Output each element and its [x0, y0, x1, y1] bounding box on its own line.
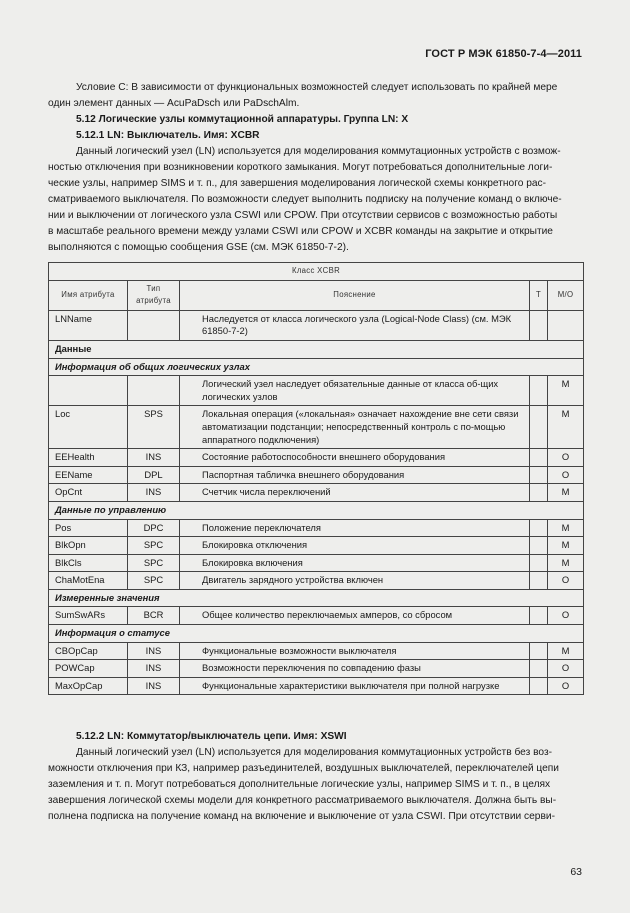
- cell-explanation: Общее количество переключаемых амперов, со сбросом: [180, 607, 530, 625]
- intro-line: Условие С: В зависимости от функциональных возможностей следует использовать по крайней мере: [76, 82, 558, 93]
- intro-line: один элемент данных — AcuPaDsch или PaDschAlm.: [48, 98, 300, 109]
- cell-t: [530, 554, 548, 572]
- cell-attribute-name: BlkOpn: [49, 537, 128, 555]
- cell-explanation: Возможности переключения по совпадению фазы: [180, 660, 530, 678]
- table-row: [49, 449, 584, 467]
- table-row: [49, 519, 584, 537]
- cell-attribute-name: ChaMotEna: [49, 572, 128, 590]
- table-section-row: [49, 340, 584, 358]
- table-row: [49, 660, 584, 678]
- cell-attribute-type: INS: [128, 484, 180, 502]
- cell-mo: M: [548, 484, 584, 502]
- cell-t: [530, 572, 548, 590]
- cell-t: [530, 310, 548, 340]
- section-5-12-1-title: 5.12.1 LN: Выключатель. Имя: XCBR: [76, 130, 260, 141]
- section-5-12-2-paragraph: [48, 745, 583, 825]
- header-t: T: [530, 280, 548, 310]
- intro-paragraph: [48, 80, 583, 112]
- cell-attribute-type: [128, 310, 180, 340]
- cell-attribute-name: CBOpCap: [49, 642, 128, 660]
- table-row: [49, 607, 584, 625]
- cell-attribute-type: SPC: [128, 572, 180, 590]
- cell-mo: M: [548, 519, 584, 537]
- section-label: Информация об общих логических узлах: [49, 358, 584, 376]
- cell-attribute-type: INS: [128, 677, 180, 695]
- cell-attribute-type: SPS: [128, 406, 180, 449]
- table-section-row: [49, 589, 584, 607]
- section-label: Информация о статусе: [49, 625, 584, 643]
- section-5-12-2: [48, 729, 583, 745]
- section-label: Данные: [49, 340, 584, 358]
- cell-mo: O: [548, 677, 584, 695]
- cell-explanation: Функциональные возможности выключателя: [180, 642, 530, 660]
- paragraph-line: заземления и т. п. Могут потребоваться дополнительные логические узлы, например SIMS и т. п., в целях: [48, 779, 551, 790]
- cell-attribute-type: INS: [128, 449, 180, 467]
- section-5-12-1-paragraph: [48, 144, 583, 256]
- table-caption: Класс XCBR: [49, 263, 584, 281]
- paragraph-line: выполняются с помощью сообщения GSE (см. МЭК 61850-7-2).: [48, 242, 349, 253]
- table-row: [49, 406, 584, 449]
- cell-explanation: Логический узел наследует обязательные данные от класса об-щих логических узлов: [180, 376, 530, 406]
- cell-attribute-name: Loc: [49, 406, 128, 449]
- cell-mo: M: [548, 554, 584, 572]
- cell-attribute-name: LNName: [49, 310, 128, 340]
- table-caption-row: [49, 263, 584, 281]
- cell-t: [530, 677, 548, 695]
- section-label: Данные по управлению: [49, 501, 584, 519]
- cell-explanation: Локальная операция («локальная» означает нахождение вне сети связи автоматизации подстанции; непосредственный контроль с по-мощью аппаратного подключения): [180, 406, 530, 449]
- cell-mo: M: [548, 642, 584, 660]
- paragraph-line: ческие узлы, например SIMS и т. п., для завершения моделирования логической схемы конкретного рас-: [48, 178, 547, 189]
- cell-explanation: Функциональные характеристики выключателя при полной нагрузке: [180, 677, 530, 695]
- cell-explanation: Состояние работоспособности внешнего оборудования: [180, 449, 530, 467]
- paragraph-line: полнена подписка на получение команд на включение и выключение от узла CSWI. При отсутствии серви-: [48, 811, 555, 822]
- table-section-row: [49, 501, 584, 519]
- table-row: [49, 310, 584, 340]
- table-section-row: [49, 358, 584, 376]
- cell-mo: M: [548, 406, 584, 449]
- section-label: Измеренные значения: [49, 589, 584, 607]
- cell-explanation: Блокировка отключения: [180, 537, 530, 555]
- cell-attribute-type: DPC: [128, 519, 180, 537]
- table-row: [49, 677, 584, 695]
- table-row: [49, 376, 584, 406]
- table-row: [49, 554, 584, 572]
- paragraph-line: нии и выключении от логического узла CSWI или CPOW. При отсутствии сервисов с возможностью работы: [48, 210, 558, 221]
- header-explanation: Пояснение: [180, 280, 530, 310]
- table-row: [49, 642, 584, 660]
- cell-mo: O: [548, 466, 584, 484]
- cell-mo: O: [548, 607, 584, 625]
- cell-t: [530, 406, 548, 449]
- cell-mo: M: [548, 376, 584, 406]
- paragraph-line: Данный логический узел (LN) используется для моделирования коммутационных устройств с возмож-: [76, 146, 561, 157]
- cell-t: [530, 484, 548, 502]
- header-attribute-name: Имя атрибута: [49, 280, 128, 310]
- header-type-line: атрибута: [136, 296, 171, 306]
- cell-explanation: Блокировка включения: [180, 554, 530, 572]
- paragraph-line: Данный логический узел (LN) используется для моделирования коммутационных устройств без воз-: [76, 747, 553, 758]
- cell-attribute-type: [128, 376, 180, 406]
- cell-t: [530, 376, 548, 406]
- cell-mo: M: [548, 537, 584, 555]
- cell-t: [530, 607, 548, 625]
- cell-attribute-name: SumSwARs: [49, 607, 128, 625]
- cell-explanation: Положение переключателя: [180, 519, 530, 537]
- cell-attribute-type: DPL: [128, 466, 180, 484]
- cell-attribute-name: MaxOpCap: [49, 677, 128, 695]
- cell-explanation: Двигатель зарядного устройства включен: [180, 572, 530, 590]
- cell-t: [530, 519, 548, 537]
- table-row: [49, 537, 584, 555]
- table-section-row: [49, 625, 584, 643]
- cell-mo: [548, 310, 584, 340]
- cell-mo: O: [548, 449, 584, 467]
- cell-explanation: Паспортная табличка внешнего оборудования: [180, 466, 530, 484]
- header-attribute-type: [128, 280, 180, 310]
- cell-attribute-name: EEName: [49, 466, 128, 484]
- cell-t: [530, 660, 548, 678]
- header-mo: М/О: [548, 280, 584, 310]
- paragraph-line: ностью отключения при возникновении короткого замыкания. Могут потребоваться дополнительные логи-: [48, 162, 553, 173]
- paragraph-line: сматриваемого выключателя. По возможности следует выполнить подписку на получение команд о включе-: [48, 194, 562, 205]
- section-5-12-title: 5.12 Логические узлы коммутационной аппаратуры. Группа LN: X: [76, 114, 409, 125]
- cell-t: [530, 449, 548, 467]
- paragraph-line: можности отключения при КЗ, например разъединителей, воздушных выключателей, переключателей цепи: [48, 763, 559, 774]
- cell-attribute-type: SPC: [128, 537, 180, 555]
- section-5-12-2-title: 5.12.2 LN: Коммутатор/выключатель цепи. Имя: XSWI: [76, 731, 347, 742]
- cell-explanation: Счетчик числа переключений: [180, 484, 530, 502]
- document-header: ГОСТ Р МЭК 61850-7-4—2011: [425, 48, 582, 60]
- header-type-line: Тип: [146, 283, 161, 293]
- cell-attribute-type: INS: [128, 660, 180, 678]
- cell-attribute-name: OpCnt: [49, 484, 128, 502]
- table-row: [49, 484, 584, 502]
- cell-attribute-type: SPC: [128, 554, 180, 572]
- cell-attribute-name: POWCap: [49, 660, 128, 678]
- cell-attribute-name: [49, 376, 128, 406]
- cell-attribute-name: BlkCls: [49, 554, 128, 572]
- cell-attribute-type: INS: [128, 642, 180, 660]
- cell-attribute-name: Pos: [49, 519, 128, 537]
- cell-mo: O: [548, 660, 584, 678]
- cell-explanation: Наследуется от класса логического узла (Logical-Node Class) (см. МЭК 61850-7-2): [180, 310, 530, 340]
- cell-t: [530, 537, 548, 555]
- cell-attribute-name: EEHealth: [49, 449, 128, 467]
- paragraph-line: завершения логической схемы модели для конкретного рассматриваемого выключателя. Должна быть вы-: [48, 795, 557, 806]
- table-body: [49, 310, 584, 695]
- table-row: [49, 466, 584, 484]
- section-5-12: [48, 112, 583, 144]
- table-row: [49, 572, 584, 590]
- cell-t: [530, 642, 548, 660]
- page-number: 63: [570, 866, 582, 878]
- cell-mo: O: [548, 572, 584, 590]
- xcbr-class-table: [48, 262, 584, 695]
- cell-t: [530, 466, 548, 484]
- cell-attribute-type: BCR: [128, 607, 180, 625]
- paragraph-line: в масштабе реального времени между узлами CSWI или CPOW и XCBR команды на закрытие и открытие: [48, 226, 553, 237]
- table-header-row: [49, 280, 584, 310]
